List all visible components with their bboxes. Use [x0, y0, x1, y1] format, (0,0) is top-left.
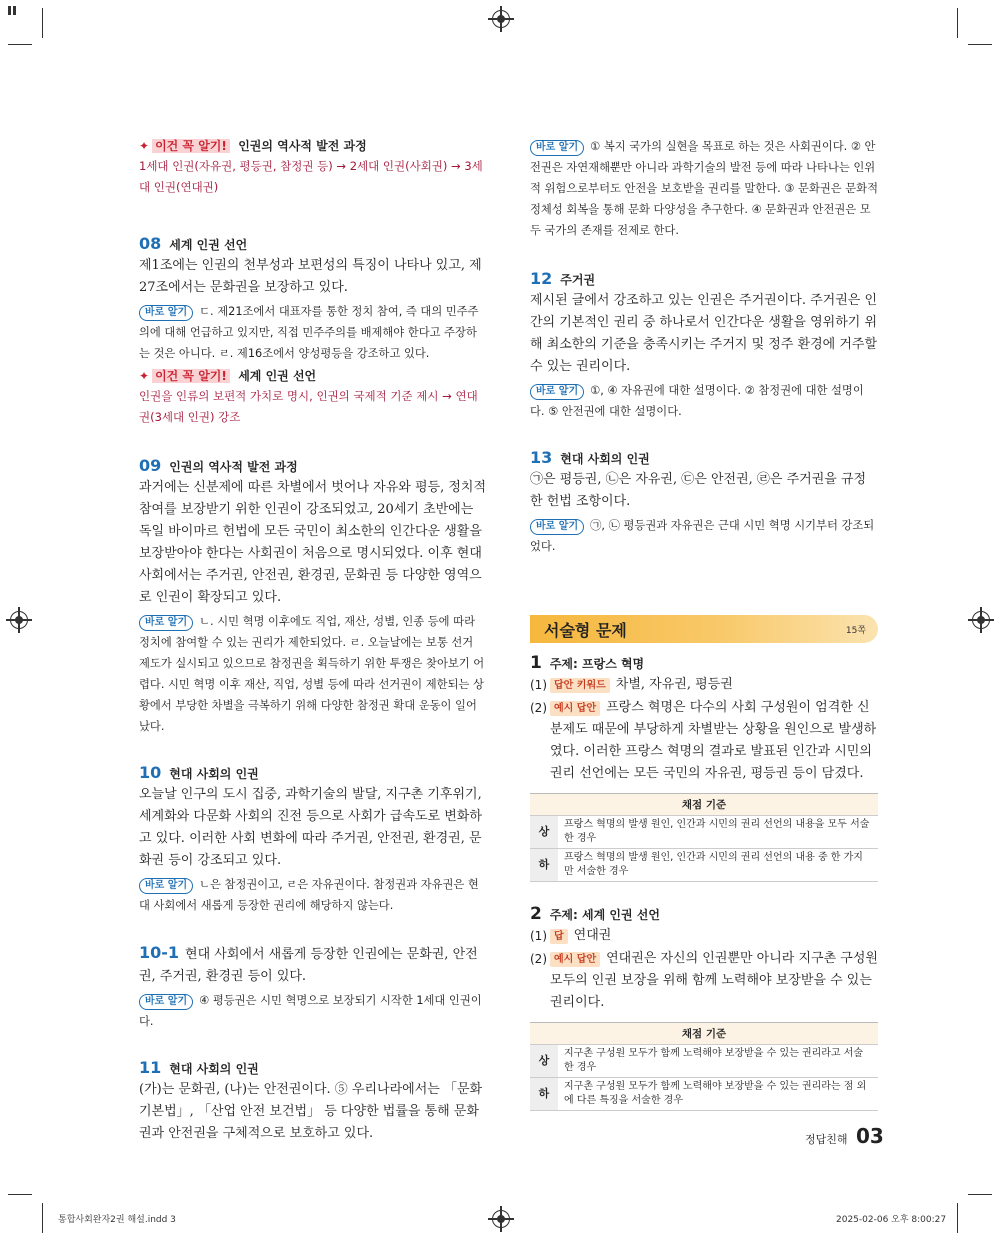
section-title: 서술형 문제	[544, 620, 627, 640]
question-number: 11	[139, 1058, 162, 1077]
answer-tag: 예시 답안	[550, 701, 600, 716]
tip-badge: ✦ 이건 꼭 알기!	[139, 139, 230, 153]
star-icon: ✦	[139, 139, 150, 153]
correction-badge: 바로 알기	[139, 305, 193, 321]
answer-text: 연대권은 자신의 인권뿐만 아니라 지구촌 구성원 모두의 인권 보장을 위해 함께 노력해야 보장받을 수 있는 권리이다.	[550, 951, 878, 1010]
table-row: 상 지구촌 구성원 모두가 함께 노력해야 보장받을 수 있는 권리라고 서술한 경우	[530, 1045, 878, 1078]
slug-filename: 통합사회완자2권 해설.indd 3	[58, 1215, 176, 1225]
answer-text: 연대권	[573, 928, 612, 943]
correction-text: ㉠, ㉡ 평등권과 자유권은 근대 시민 혁명 시기부터 강조되었다.	[530, 519, 875, 553]
tip-title: 인권의 역사적 발전 과정	[238, 139, 367, 153]
question-13	[530, 448, 878, 557]
corner-mark	[13, 6, 16, 15]
question-explanation: 오늘날 인구의 도시 집중, 과학기술의 발달, 지구촌 기후위기, 세계화와 다문화 사회의 진전 등으로 사회가 급속도로 변화하고 있다. 이러한 사회 변화에 따라 주거권, 안전권, 환경권, 문화권 등이 강조되고 있다.	[139, 787, 482, 868]
correction-text: ①, ④ 자유권에 대한 설명이다. ② 참정권에 대한 설명이다. ⑤ 안전권에 대한 설명이다.	[530, 384, 864, 418]
answer-tag: 예시 답안	[550, 952, 600, 967]
answer-tag: 답	[550, 929, 568, 944]
question-title: 주거권	[560, 273, 596, 287]
answer-text: 프랑스 혁명은 다수의 사회 구성원이 엄격한 신분제도 때문에 부당하게 차별받는 상황을 원인으로 발생하였다. 이러한 프랑스 혁명의 결과로 발표된 인간과 시민의 권리 선언에는 모든 국민의 자유권, 평등권 등이 담겼다.	[550, 700, 877, 781]
crop-mark	[8, 44, 32, 45]
question-number: 1	[530, 653, 542, 673]
correction-text: ㄴ. 시민 혁명 이후에도 직업, 재산, 성별, 인종 등에 따라 정치에 참여할 수 있는 권리가 제한되었다. ㄹ. 오늘날에는 보통 선거 제도가 실시되고 있으므로 참정권을 획득하기 위한 투쟁은 찾아보기 어렵다. 시민 혁명 이후 재산, 직업, 성별 등에 따라 선거권이 제한되는 상황에서 부당한 차별을 극복하기 위해 다양한 참정권 확대 운동이 일어났다.	[139, 615, 485, 733]
star-icon: ✦	[139, 369, 150, 383]
correction-text: ㄴ은 참정권이고, ㄹ은 자유권이다. 참정권과 자유권은 현대 사회에서 새롭게 등장한 권리에 해당하지 않는다.	[139, 878, 479, 912]
tip-badge: ✦ 이건 꼭 알기!	[139, 369, 230, 383]
question-09	[139, 456, 487, 737]
grading-table	[530, 1022, 878, 1111]
crop-mark	[42, 8, 43, 38]
question-08	[139, 234, 487, 428]
grading-table-header: 채점 기준	[530, 1023, 878, 1045]
tip-body: 인권을 인류의 보편적 가치로 명시, 인권의 국제적 기준 제시 → 연대권(3세대 인권) 강조	[139, 389, 478, 424]
question-explanation: (가)는 문화권, (나)는 안전권이다. ⑤ 우리나라에서는 「문화 기본법」, 「산업 안전 보건법」 등 다양한 법률을 통해 문화권과 안전권을 구체적으로 보호하고 있다.	[139, 1082, 483, 1141]
crop-mark	[957, 1203, 958, 1233]
question-number: 08	[139, 234, 162, 253]
written-question-2: 2 주제: 세계 인권 선언 (1) 답 연대권 (2) 예시 답안 연대권은 자신의 인권뿐만 아니라 지구촌 구성원 모두의 인권 보장을 위해 함께 노력해야 보장받을 수 있는 권리이다. 채점 기준 상 지구촌 구성원 모두가 함께 노력해야 보장받을 수 있는 권리라고 서술한 경우 하 지구촌 구성원 모두가 함께 노력해야 보장받을 수 있는 권리라는 점 외에 다른 특징을 서술한 경우	[530, 904, 878, 1111]
registration-mark	[492, 1210, 510, 1228]
question-title: 인권의 역사적 발전 과정	[169, 460, 298, 474]
question-title: 주제: 세계 인권 선언	[549, 908, 660, 922]
question-number: 12	[530, 269, 553, 288]
correction-text: ① 복지 국가의 실현을 목표로 하는 것은 사회권이다. ② 안전권은 자연재해뿐만 아니라 과학기술의 발전 등에 따라 나타나는 인위적 위험으로부터도 안전을 보호받을 권리를 말한다. ③ 문화권은 문화적 정체성 회복을 통해 문화 다양성을 추구한다. ④ 문화권과 안전권은 모두 국가의 존재를 전제로 한다.	[530, 140, 879, 237]
grading-table-header: 채점 기준	[530, 794, 878, 816]
crop-mark	[42, 1203, 43, 1233]
correction-badge: 바로 알기	[530, 519, 584, 535]
question-number: 10-1	[139, 943, 180, 962]
question-explanation: 과거에는 신분제에 따른 차별에서 벗어나 자유와 평등, 정치적 참여를 보장받기 위한 인권이 강조되었고, 20세기 초반에는 독일 바이마르 헌법에 모든 국민이 최소한의 인간다운 생활을 보장받아야 한다는 사회권이 처음으로 명시되었다. 이후 현대 사회에서는 주거권, 안전권, 환경권, 문화권 등 다양한 영역으로 인권이 확장되고 있다.	[139, 480, 487, 605]
answer-text: 차별, 자유권, 평등권	[615, 677, 733, 692]
tip-box	[139, 136, 487, 198]
question-title: 현대 사회의 인권	[169, 767, 259, 781]
registration-mark	[492, 10, 510, 28]
page-number: 03	[856, 1124, 884, 1148]
answer-tag: 답안 키워드	[550, 678, 610, 693]
section-page-ref: 15쪽	[845, 625, 866, 636]
question-explanation: ㉠은 평등권, ㉡은 자유권, ㉢은 안전권, ㉣은 주거권을 규정한 헌법 조항이다.	[530, 472, 867, 509]
correction-badge: 바로 알기	[530, 140, 584, 156]
table-row: 하 프랑스 혁명의 발생 원인, 인간과 시민의 권리 선언의 내용 중 한 가지만 서술한 경우	[530, 849, 878, 882]
question-title: 세계 인권 선언	[169, 238, 248, 252]
table-row: 하 지구촌 구성원 모두가 함께 노력해야 보장받을 수 있는 권리라는 점 외에 다른 특징을 서술한 경우	[530, 1078, 878, 1111]
section-header	[530, 615, 878, 643]
question-number: 09	[139, 456, 162, 475]
question-10	[139, 763, 487, 916]
tip-title: 세계 인권 선언	[238, 369, 317, 383]
question-number: 10	[139, 763, 162, 782]
registration-mark	[972, 611, 990, 629]
crop-mark	[8, 1194, 32, 1195]
table-row: 상 프랑스 혁명의 발생 원인, 인간과 시민의 권리 선언의 내용을 모두 서술한 경우	[530, 816, 878, 849]
crop-mark	[968, 44, 992, 45]
left-column	[139, 136, 487, 1145]
written-question-1: 1 주제: 프랑스 혁명 (1) 답안 키워드 차별, 자유권, 평등권 (2) 예시 답안 프랑스 혁명은 다수의 사회 구성원이 엄격한 신분제도 때문에 부당하게 차별받는 상황을 원인으로 발생하였다. 이러한 프랑스 혁명의 결과로 발표된 인간과 시민의 권리 선언에는 모든 국민의 자유권, 평등권 등이 담겼다. 채점 기준 상 프랑스 혁명의 발생 원인, 인간과 시민의 권리 선언의 내용을 모두 서술한 경우 하 프랑스 혁명의 발생 원인, 인간과 시민의 권리 선언의 내용 중 한 가지만 서술한 경우	[530, 653, 878, 882]
crop-mark	[968, 1194, 992, 1195]
tip-body: 1세대 인권(자유권, 평등권, 참정권 등) → 2세대 인권(사회권) → 3세대 인권(연대권)	[139, 159, 483, 194]
registration-mark	[10, 611, 28, 629]
right-column	[530, 136, 878, 1111]
question-explanation: 제1조에는 인권의 천부성과 보편성의 특징이 나타나 있고, 제27조에서는 문화권을 보장하고 있다.	[139, 258, 482, 295]
question-explanation: 현대 사회에서 새롭게 등장한 인권에는 문화권, 안전권, 주거권, 환경권 등이 있다.	[139, 947, 478, 984]
correction-badge: 바로 알기	[139, 615, 193, 631]
question-title: 현대 사회의 인권	[560, 452, 650, 466]
question-11	[139, 1058, 487, 1145]
correction-text: ㄷ. 제21조에서 대표자를 통한 정치 참여, 즉 대의 민주주의에 대해 언급하고 있지만, 직접 민주주의를 배제해야 한다고 주장하는 것은 아니다. ㄹ. 제16조에서 양성평등을 강조하고 있다.	[139, 305, 479, 360]
question-explanation: 제시된 글에서 강조하고 있는 인권은 주거권이다. 주거권은 인간의 기본적인 권리 중 하나로서 인간다운 생활을 영위하기 위해 최소한의 기준을 충족시키는 주거지 및 정주 환경에 거주할 수 있는 권리이다.	[530, 293, 878, 374]
grading-table	[530, 793, 878, 882]
correction-badge: 바로 알기	[139, 878, 193, 894]
crop-mark	[957, 8, 958, 38]
question-10-1	[139, 942, 487, 1032]
question-number: 13	[530, 448, 553, 467]
correction-badge: 바로 알기	[530, 384, 584, 400]
footer-label: 정답친해	[805, 1133, 848, 1146]
question-title: 현대 사회의 인권	[169, 1062, 259, 1076]
correction-badge: 바로 알기	[139, 994, 193, 1010]
question-12	[530, 269, 878, 422]
correction-text: ④ 평등권은 시민 혁명으로 보장되기 시작한 1세대 인권이다.	[139, 994, 482, 1028]
corner-mark	[8, 6, 11, 15]
question-title: 주제: 프랑스 혁명	[549, 657, 645, 671]
slug-timestamp: 2025-02-06 오후 8:00:27	[836, 1215, 947, 1225]
question-11-correction	[530, 136, 878, 241]
question-number: 2	[530, 904, 542, 924]
